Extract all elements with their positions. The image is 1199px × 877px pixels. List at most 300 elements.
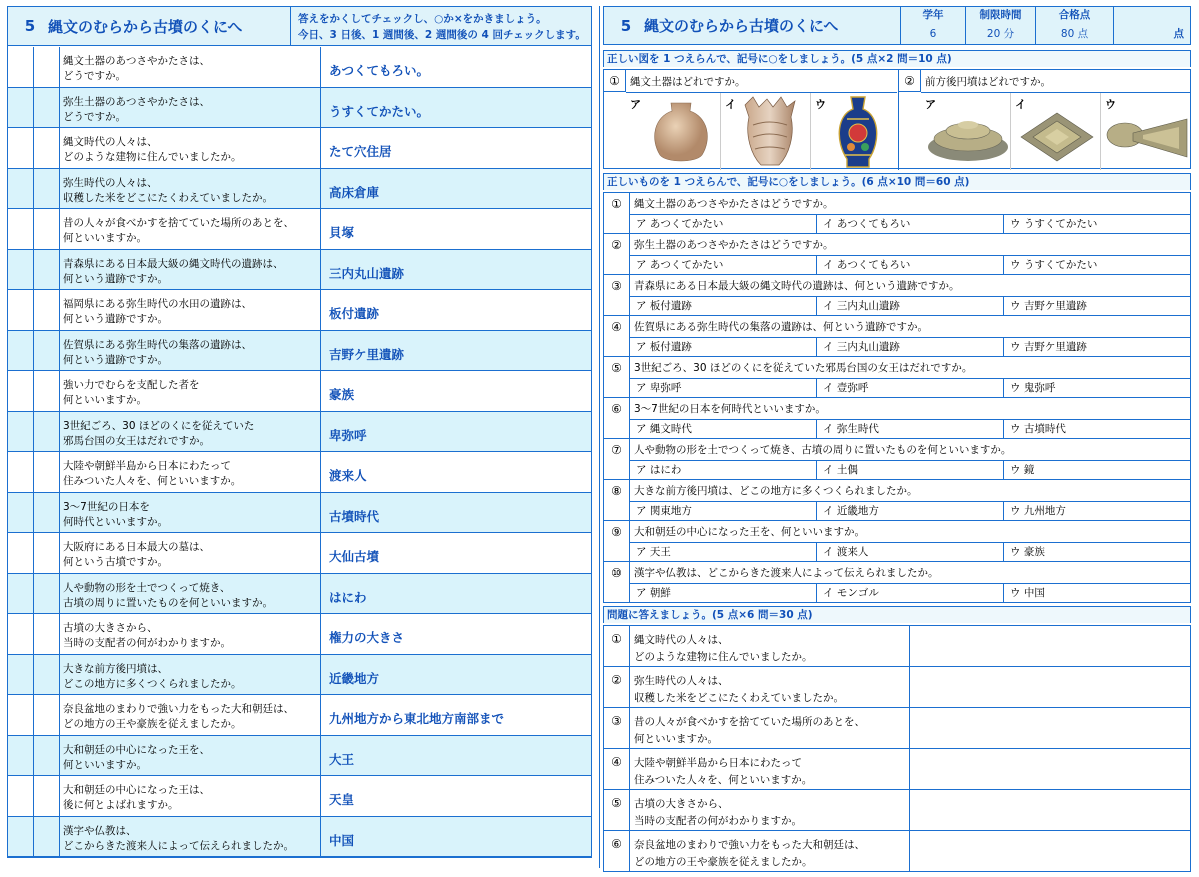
pass-box (1036, 7, 1114, 44)
question-line: 大陸や朝鮮半島から日本にわたって (63, 460, 231, 472)
choice-options (630, 542, 1190, 561)
choice-question (603, 480, 1191, 521)
choice-option[interactable]: イ 三内丸山遺跡 (817, 338, 1004, 356)
answer-text: 吉野ケ里遺跡 (329, 346, 405, 362)
question-text (60, 169, 321, 209)
option-i[interactable] (721, 93, 811, 170)
question-line: 3世紀ごろ、30 ほどのくにを従えていた (63, 419, 255, 432)
question-line: 3～7世紀の日本を (63, 500, 150, 513)
question-line: 当時の支配者の何がわかりますか。 (63, 637, 231, 649)
question-line: 何という遺跡ですか。 (63, 353, 168, 366)
option-key: イ (1015, 98, 1026, 111)
choice-option[interactable]: ア あつくてかたい (630, 215, 817, 233)
choice-option[interactable]: ア あつくてかたい (630, 256, 817, 274)
qa-row (8, 776, 591, 817)
question-line: どうですか。 (63, 70, 126, 82)
question-line: 縄文時代の人々は、 (63, 136, 158, 148)
choice-options (630, 460, 1190, 479)
question-line: 強い力でむらを支配した者を (63, 379, 200, 391)
question-number: ① (604, 626, 630, 666)
question-number: ③ (604, 275, 630, 315)
question-text (634, 796, 904, 830)
question-line: 住みついた人々を、何といいますか。 (634, 774, 813, 786)
grade-box (901, 7, 966, 44)
qa-row (8, 169, 591, 210)
answer-text: 渡来人 (329, 468, 367, 483)
pass-value: 80 点 (1060, 28, 1089, 40)
check-box[interactable] (34, 533, 60, 573)
question-line: 縄文土器のあつさやかたさは、 (63, 55, 210, 67)
answer-check-sheet (7, 6, 592, 858)
question-text (60, 88, 321, 128)
answer-text: 天皇 (329, 792, 355, 807)
question-number: ② (604, 667, 630, 707)
check-box[interactable] (34, 452, 60, 492)
choice-question (603, 193, 1191, 234)
question-line: 当時の支配者の何がわかりますか。 (634, 815, 802, 827)
question-number: ③ (604, 708, 630, 748)
check-box[interactable] (34, 695, 60, 735)
section-heading-pictures: 正しい図を 1 つえらんで、記号に○をしましょう。(5 点×2 問＝10 点) (603, 50, 1191, 67)
question-line: 何といいますか。 (63, 232, 147, 244)
question-text (634, 755, 904, 789)
check-box[interactable] (8, 371, 34, 411)
question-text (60, 614, 321, 654)
right-header (603, 6, 1191, 45)
qa-row (8, 209, 591, 250)
question-text (60, 655, 321, 695)
answer-text: 板付遺跡 (329, 306, 380, 321)
check-box[interactable] (34, 250, 60, 290)
picture-questions (603, 69, 1191, 169)
question-line: 大阪府にある日本最大の墓は、 (63, 541, 210, 553)
question-text (60, 128, 321, 168)
question-text (634, 632, 904, 666)
qa-row (8, 614, 591, 655)
question-line: どこからきた渡来人によって伝えられましたか。 (63, 839, 294, 852)
sheet-divider (599, 6, 600, 868)
option-key: ウ (815, 98, 826, 111)
time-label: 制限時間 (979, 9, 1022, 21)
question-number: ⑥ (604, 831, 630, 871)
check-box[interactable] (34, 88, 60, 128)
answer-text: 貝塚 (329, 225, 355, 240)
check-box[interactable] (8, 412, 34, 452)
question-text (60, 736, 321, 776)
question-text: 3世紀ごろ、30 ほどのくにを従えていた邪馬台国の女王はだれですか。 (634, 362, 973, 374)
check-box[interactable] (8, 776, 34, 816)
grade-value: 6 (929, 28, 937, 40)
unit-number: 5 (620, 16, 632, 35)
question-number: ⑨ (604, 521, 630, 561)
question-line: 古墳の大きさから、 (634, 798, 729, 810)
check-box[interactable] (34, 169, 60, 209)
written-question (603, 667, 1191, 708)
instruction-line: 答えをかくしてチェックし、○か×をかきましょう。 (298, 13, 547, 25)
choice-option[interactable]: イ 壹弥呼 (817, 379, 1004, 397)
choice-options (630, 501, 1190, 520)
choice-options (630, 378, 1190, 397)
qa-row (8, 452, 591, 493)
answer-text: 中国 (329, 832, 355, 848)
option-u[interactable] (811, 93, 897, 170)
qa-row (8, 371, 591, 412)
choice-option[interactable]: イ あつくてもろい (817, 215, 1004, 233)
question-number: ⑥ (604, 398, 630, 438)
check-box[interactable] (34, 371, 60, 411)
choice-option[interactable]: ウ 吉野ケ里遺跡 (1010, 341, 1087, 353)
question-text: 縄文土器のあつさやかたさはどうですか。 (634, 198, 834, 210)
qa-row (8, 695, 591, 736)
question-line: 縄文時代の人々は、 (634, 634, 729, 646)
choice-option[interactable]: ウ 豪族 (1010, 546, 1045, 558)
written-questions (603, 625, 1191, 872)
answer-divider (909, 831, 910, 871)
question-number: ② (899, 70, 921, 92)
question-line: 収穫した米をどこにたくわえていましたか。 (63, 191, 273, 204)
choice-option[interactable]: ウ うすくてかたい (1010, 259, 1098, 271)
choice-question (603, 439, 1191, 480)
choice-options (630, 255, 1190, 274)
keyhole-mound-icon (1103, 109, 1189, 165)
check-box[interactable] (8, 452, 34, 492)
question-line: 漢字や仏教は、 (63, 824, 137, 837)
question-text: 縄文土器はどれですか。 (630, 76, 746, 88)
right-title-box (604, 7, 901, 44)
test-sheet (603, 6, 1193, 866)
question-text: 弥生土器のあつさやかたさはどうですか。 (634, 239, 834, 251)
question-line: 奈良盆地のまわりで強い力をもった大和朝廷は、 (63, 703, 294, 715)
written-question (603, 831, 1191, 872)
question-line: 何といいますか。 (63, 394, 147, 406)
qa-row (8, 331, 591, 372)
time-box (966, 7, 1036, 44)
written-question (603, 626, 1191, 667)
question-text: 漢字や仏教は、どこからきた渡来人によって伝えられましたか。 (634, 567, 939, 579)
qa-row (8, 655, 591, 696)
question-text (60, 209, 321, 249)
unit-title: 縄文のむらから古墳のくにへ (48, 17, 243, 36)
question-line: 何といいますか。 (63, 758, 147, 771)
answer-divider (909, 708, 910, 748)
qa-row (8, 412, 591, 453)
answer-text: たて穴住居 (329, 144, 392, 159)
question-text (60, 695, 321, 735)
check-instructions (298, 11, 588, 43)
question-line: どこの地方に多くつくられましたか。 (63, 677, 242, 690)
choice-option[interactable]: ウ 鬼弥呼 (1010, 382, 1056, 394)
check-box[interactable] (8, 817, 34, 857)
answer-text: 豪族 (329, 387, 355, 402)
section-heading-written: 問題に答えましょう。(5 点×6 問＝30 点) (603, 606, 1191, 623)
choice-option[interactable]: イ 渡来人 (817, 543, 1004, 561)
answer-text: はにわ (329, 589, 367, 605)
choice-option[interactable]: ア 天王 (630, 543, 817, 561)
choice-option[interactable]: ウ 吉野ケ里遺跡 (1010, 300, 1087, 312)
question-line: 佐賀県にある弥生時代の集落の遺跡は、 (63, 338, 252, 351)
picture-options (626, 92, 897, 169)
check-box[interactable] (34, 817, 60, 857)
question-number: ⑤ (604, 790, 630, 830)
picture-question (604, 70, 899, 170)
choice-option[interactable]: ア 板付遺跡 (630, 297, 817, 315)
qa-row (8, 250, 591, 291)
question-text: 青森県にある日本最大級の縄文時代の遺跡は、何という遺跡ですか。 (634, 280, 960, 292)
question-number: ④ (604, 316, 630, 356)
option-key: ウ (1105, 98, 1116, 111)
question-line: 何という遺跡ですか。 (63, 313, 168, 325)
question-number: ⑦ (604, 439, 630, 479)
round-mound-icon (925, 109, 1011, 165)
option-key: ア (925, 98, 936, 111)
check-box[interactable] (34, 574, 60, 614)
question-line: 奈良盆地のまわりで強い力をもった大和朝廷は、 (634, 839, 865, 851)
cloisonne-vase-icon (831, 95, 885, 169)
check-box[interactable] (8, 88, 34, 128)
question-text (634, 673, 904, 707)
square-mound-icon (1017, 107, 1097, 165)
qa-row (8, 533, 591, 574)
grade-label: 学年 (922, 9, 944, 21)
answer-text: うすくてかたい。 (329, 103, 430, 119)
choice-option[interactable]: イ モンゴル (817, 584, 1004, 602)
choice-option[interactable]: イ 土偶 (817, 461, 1004, 479)
option-a[interactable] (921, 93, 1011, 170)
choice-options (630, 214, 1190, 233)
check-box[interactable] (8, 250, 34, 290)
answer-text: 九州地方から東北地方南部まで (329, 711, 505, 726)
pass-label: 合格点 (1058, 9, 1091, 21)
answer-text: 三内丸山遺跡 (329, 265, 405, 281)
qa-row (8, 47, 591, 88)
choice-option[interactable]: ウ 中国 (1010, 587, 1045, 599)
question-line: どのような建物に住んでいましたか。 (63, 151, 242, 163)
instruction-line: 今日、3 日後、1 週間後、2 週間後の 4 回チェックします。 (298, 29, 586, 41)
answer-text: 権力の大きさ (329, 630, 405, 645)
check-box[interactable] (34, 209, 60, 249)
question-text (60, 47, 321, 87)
question-text (60, 533, 321, 573)
left-title-box (8, 7, 291, 45)
written-question (603, 790, 1191, 831)
qa-row (8, 817, 591, 858)
check-box[interactable] (8, 614, 34, 654)
question-text (60, 371, 321, 411)
choice-option[interactable]: ウ 古墳時代 (1010, 423, 1066, 435)
picture-question (899, 70, 1191, 170)
question-text (60, 250, 321, 290)
flame-pot-icon (739, 95, 801, 167)
question-text (634, 837, 904, 871)
qa-row (8, 493, 591, 534)
question-number: ① (604, 70, 626, 92)
choice-option[interactable]: イ あつくてもろい (817, 256, 1004, 274)
qa-row (8, 128, 591, 169)
answer-divider (909, 626, 910, 666)
choice-option[interactable]: イ 近畿地方 (817, 502, 1004, 520)
question-number: ⑧ (604, 480, 630, 520)
question-line: 大和朝廷の中心になった王を、 (63, 743, 210, 756)
question-number: ④ (604, 749, 630, 789)
option-key: ア (630, 98, 641, 111)
choice-option[interactable]: ア 縄文時代 (630, 420, 817, 438)
question-line: 収穫した米をどこにたくわえていましたか。 (634, 692, 844, 704)
qa-row (8, 736, 591, 777)
question-line: 青森県にある日本最大級の縄文時代の遺跡は、 (63, 257, 284, 270)
check-box[interactable] (34, 776, 60, 816)
choice-questions (603, 192, 1191, 603)
option-a[interactable] (626, 93, 721, 170)
choice-option[interactable]: ウ 鏡 (1010, 464, 1035, 476)
check-box[interactable] (8, 533, 34, 573)
question-line: 古墳の周りに置いたものを何といいますか。 (63, 596, 273, 609)
question-number: ⑤ (604, 357, 630, 397)
time-value: 20 分 (986, 28, 1015, 40)
check-box[interactable] (34, 493, 60, 533)
question-line: 古墳の大きさから、 (63, 622, 158, 634)
question-line: 昔の人々が食べかすを捨てていた場所のあとを、 (63, 217, 294, 229)
question-line: どの地方の王や豪族を従えましたか。 (63, 718, 242, 730)
choice-question (603, 521, 1191, 562)
question-line: 弥生時代の人々は、 (63, 176, 158, 189)
question-line: どうですか。 (63, 110, 126, 123)
answer-text: 大仙古墳 (329, 549, 380, 564)
check-box[interactable] (8, 331, 34, 371)
choice-options (630, 337, 1190, 356)
choice-question (603, 234, 1191, 275)
question-text (60, 493, 321, 533)
check-box[interactable] (34, 290, 60, 330)
written-question (603, 749, 1191, 790)
question-number: ⑩ (604, 562, 630, 602)
question-line: 何時代といいますか。 (63, 515, 168, 528)
check-box[interactable] (8, 47, 34, 87)
question-line: 福岡県にある弥生時代の水田の遺跡は、 (63, 298, 252, 310)
answer-divider (909, 667, 910, 707)
question-line: 大和朝廷の中心になった王は、 (63, 784, 210, 796)
choice-options (630, 419, 1190, 438)
check-box[interactable] (8, 128, 34, 168)
question-line: 何という遺跡ですか。 (63, 272, 168, 285)
left-header (8, 7, 591, 46)
question-line: 住みついた人々を、何といいますか。 (63, 475, 242, 487)
question-text (60, 574, 321, 614)
question-text (60, 452, 321, 492)
choice-option[interactable]: ア 板付遺跡 (630, 338, 817, 356)
choice-question (603, 398, 1191, 439)
question-text (60, 331, 321, 371)
question-number: ① (604, 193, 630, 233)
check-box[interactable] (34, 47, 60, 87)
qa-list (8, 47, 591, 857)
question-line: 弥生土器のあつさやかたさは、 (63, 95, 210, 108)
unit-title: 縄文のむらから古墳のくにへ (644, 17, 839, 35)
choice-question (603, 562, 1191, 603)
answer-text: あつくてもろい。 (329, 63, 430, 78)
question-line: どのような建物に住んでいましたか。 (634, 651, 813, 663)
choice-option[interactable]: ア 卑弥呼 (630, 379, 817, 397)
check-box[interactable] (8, 290, 34, 330)
choice-question (603, 357, 1191, 398)
answer-divider (909, 749, 910, 789)
question-line: 何といいますか。 (634, 733, 718, 745)
option-key: イ (725, 98, 736, 111)
answer-text: 大王 (329, 751, 355, 767)
check-box[interactable] (8, 169, 34, 209)
check-box[interactable] (8, 209, 34, 249)
qa-row (8, 290, 591, 331)
answer-text: 古墳時代 (329, 508, 380, 524)
question-line: 後に何とよばれますか。 (63, 799, 179, 811)
check-box[interactable] (34, 655, 60, 695)
score-field[interactable]: 点 (1173, 28, 1184, 40)
check-box[interactable] (34, 412, 60, 452)
question-text: 大きな前方後円墳は、どこの地方に多くつくられましたか。 (634, 485, 918, 497)
check-box[interactable] (8, 493, 34, 533)
check-box[interactable] (8, 655, 34, 695)
question-number: ② (604, 234, 630, 274)
unit-number: 5 (24, 17, 36, 35)
picture-options (921, 92, 1191, 169)
question-text: 大和朝廷の中心になった王を、何といいますか。 (634, 526, 865, 538)
question-text (60, 776, 321, 816)
check-box[interactable] (34, 331, 60, 371)
question-line: 邪馬台国の女王はだれですか。 (63, 434, 210, 447)
choice-options (630, 296, 1190, 315)
check-box[interactable] (8, 574, 34, 614)
written-question (603, 708, 1191, 749)
qa-row (8, 88, 591, 129)
option-u[interactable] (1101, 93, 1191, 170)
choice-options (630, 583, 1190, 602)
choice-option[interactable]: イ 三内丸山遺跡 (817, 297, 1004, 315)
question-line: 大陸や朝鮮半島から日本にわたって (634, 757, 802, 769)
section-heading-choices: 正しいものを 1 つえらんで、記号に○をしましょう。(6 点×10 問＝60 点) (603, 173, 1191, 190)
choice-option[interactable]: ア はにわ (630, 461, 817, 479)
check-box[interactable] (34, 128, 60, 168)
option-i[interactable] (1011, 93, 1101, 170)
question-text: 前方後円墳はどれですか。 (925, 76, 1051, 88)
answer-text: 近畿地方 (329, 670, 380, 686)
question-line: 昔の人々が食べかすを捨てていた場所のあとを、 (634, 716, 865, 728)
answer-text: 卑弥呼 (329, 427, 367, 443)
question-text (60, 290, 321, 330)
question-text (60, 817, 321, 857)
answer-text: 高床倉庫 (329, 184, 380, 200)
question-text (60, 412, 321, 452)
choice-option[interactable]: ウ うすくてかたい (1010, 218, 1098, 230)
choice-option[interactable]: ア 関東地方 (630, 502, 817, 520)
check-box[interactable] (34, 614, 60, 654)
jar-icon (646, 99, 716, 167)
check-box[interactable] (8, 695, 34, 735)
choice-option[interactable]: ア 朝鮮 (630, 584, 817, 602)
question-line: 大きな前方後円墳は、 (63, 662, 168, 675)
question-text: 佐賀県にある弥生時代の集落の遺跡は、何という遺跡ですか。 (634, 321, 928, 333)
choice-option[interactable]: イ 弥生時代 (817, 420, 1004, 438)
choice-option[interactable]: ウ 九州地方 (1010, 505, 1066, 517)
question-text: 3～7世紀の日本を何時代といいますか。 (634, 403, 826, 415)
question-text: 人や動物の形を土でつくって焼き、古墳の周りに置いたものを何といいますか。 (634, 444, 1012, 456)
question-line: どの地方の王や豪族を従えましたか。 (634, 856, 813, 868)
check-box[interactable] (34, 736, 60, 776)
answer-divider (909, 790, 910, 830)
choice-question (603, 275, 1191, 316)
choice-question (603, 316, 1191, 357)
question-text (634, 714, 904, 748)
question-line: 弥生時代の人々は、 (634, 675, 729, 687)
check-box[interactable] (8, 736, 34, 776)
